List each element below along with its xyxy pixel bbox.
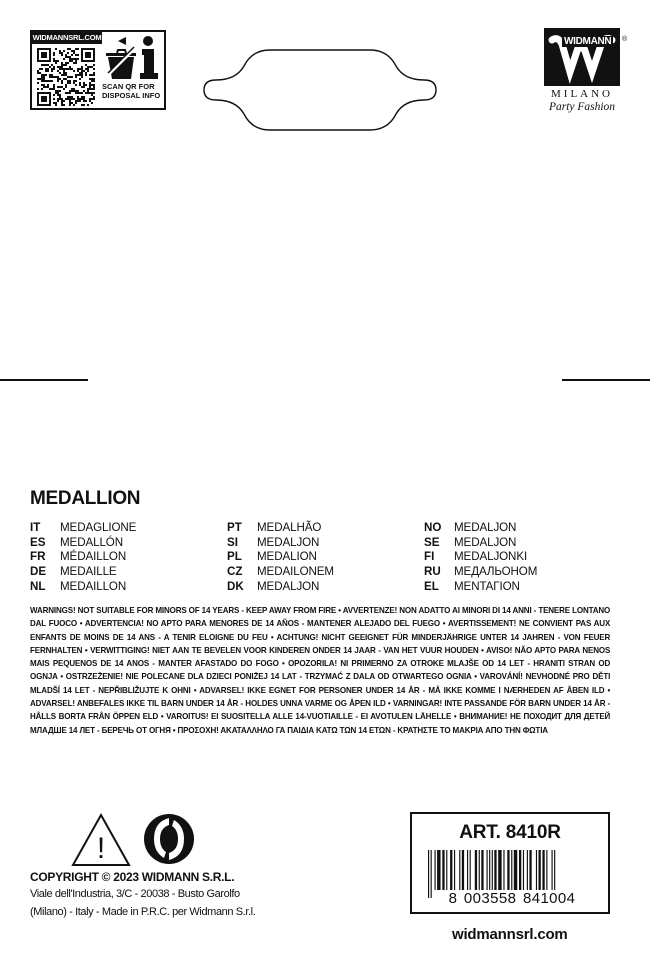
translation-name: MEDAILLE xyxy=(60,565,117,579)
translation-column-3 xyxy=(424,521,624,595)
language-code: CZ xyxy=(227,565,243,579)
language-code: DE xyxy=(30,565,47,579)
disposal-bin-info-icon xyxy=(104,35,162,81)
translation-name: MEDALLÓN xyxy=(60,535,123,549)
disposal-qr-block xyxy=(30,30,166,110)
language-code: FR xyxy=(30,550,46,564)
language-code: EL xyxy=(424,579,439,593)
language-code: SE xyxy=(424,535,440,549)
translation-row xyxy=(227,521,427,536)
language-code: ES xyxy=(30,535,46,549)
article-number: ART. 8410R xyxy=(459,822,561,843)
language-code: PT xyxy=(227,521,242,534)
translation-name: MEDALION xyxy=(257,550,317,564)
address-line-1: Viale dell'Industria, 3/C - 20038 - Busto Garolfo xyxy=(30,888,240,900)
translation-name: MÉDAILLON xyxy=(60,550,127,564)
qr-code-icon[interactable] xyxy=(37,48,95,106)
fold-line-left xyxy=(0,379,88,381)
translation-row xyxy=(424,536,624,551)
translation-row xyxy=(424,550,624,565)
translation-name: ΜΕΝΤΑΓΙΟΝ xyxy=(454,579,520,593)
green-dot-recycle-icon xyxy=(142,812,196,866)
fold-line-right xyxy=(562,379,650,381)
translation-name: МЕДАЛЬОНОМ xyxy=(454,565,538,579)
language-code: IT xyxy=(30,521,41,534)
brand-tagline: Party Fashion xyxy=(548,101,616,113)
qr-url-label: WIDMANNSRL.COM xyxy=(32,33,102,42)
brand-city: MILANO xyxy=(551,88,613,100)
translation-row xyxy=(227,565,427,580)
translation-row xyxy=(30,565,230,580)
language-code: NO xyxy=(424,521,442,534)
language-code: PL xyxy=(227,550,242,564)
translation-row xyxy=(30,550,230,565)
copyright-text: COPYRIGHT © 2023 WIDMANN S.R.L. xyxy=(30,870,235,884)
hang-hole-outline xyxy=(200,40,440,140)
translation-name: MEDAGLIONE xyxy=(60,521,137,534)
translation-row xyxy=(227,536,427,551)
translation-row xyxy=(30,580,230,595)
qr-caption: SCAN QR FOR DISPOSAL INFO xyxy=(102,82,161,100)
safety-warning-text: WARNINGS! NOT SUITABLE FOR MINORS OF 14 YEARS - KEEP AWAY FROM FIRE • AVVERTENZE! NON ADATTO AI MINORI DI 14 ANNI - TENERE LONTANO DAL FUOCO • ADVERTENCIA! NO APTO PARA MENORES DE 14 AÑOS - MANTENER ALEJADO DEL FUEGO • AVERTISSEMENT! NE CONVIENT PAS AUX ENFANTS DE MOINS DE 14 ANS - A TENIR ELOIGNE DU FEU • ACHTUNG! NICHT GEEIGNET FÜR MINDERJÄHRIGE UNTER 14 JAHREN - VON FEUER FERNHALTEN • VERWITTIGING! NIET AAN TE BEVELEN VOOR KINDEREN ONDER 14 JAAR - VAN HET VUUR HOUDEN • AVISO! NÃO APTO PARA NENOS MAIS PEQUENOS DE 14 ANOS - MANTER AFASTADO DO FOGO • OPOZORILA! NI PRIMERNO ZA OTROKE MLAJŠE OD 14 LET - HRANITI STRAN OD OGNJA • OSTRZEŻENIE! NIE POLECANE DLA DZIECI PONIŻEJ 14 LAT - TRZYMAĆ Z DALA OD OTWARTEGO OGNIA • VAROVÁNÍ! NEVHODNÉ PRO DĚTI MLADŠÍ 14 LET - NEPŘIBLIŽUJTE K OHNI • ADVARSEL! IKKE EGNET FOR PERSONER UNDER 14 ÅR - MÅ IKKE KOMME I NÆRHEDEN AF ÅBEN ILD • ADVARSEL! ANBEFALES IKKE TIL BARN UNDER 14 ÅR - HOLDES UNNA VARME OG ÅPEN ILD • VARNINGAR! INTE PASSANDE FÖR BARN UNDER 14 ÅR - HÅLLS BORTA FRÅN ÖPPEN ELD • VAROITUS! EI SUOSITELLA ALLE 14-VUOTIAILLE - EI AVOTULEN LÄHELLE • ВНИМАНИЕ! НЕ ПОХОДИТ ДЛЯ ДЕТЕЙ МЛАДШЕ 14 ЛЕТ - БЕРЕЧЬ ОТ ОГНЯ • ΠΡΟΣΟΧΗ! ΑΚΑΤΑΛΛΗΛΟ ΓΑ ΠΑΙΔΙΑ ΚΑΤΩ ΤΩΝ 14 ΕΤΩΝ - ΚΡΑΤΗΣΤΕ ΤΟ ΜΑΚΡΙΑ ΑΠΟ ΤΗΝ ΦΩΤΙΑ xyxy=(30,606,611,735)
product-title: MEDALLION xyxy=(30,488,141,509)
translation-name: MEDAILLON xyxy=(60,579,127,593)
translation-row xyxy=(227,580,427,595)
language-code: FI xyxy=(424,550,435,564)
translation-column-2 xyxy=(227,521,427,595)
language-code: NL xyxy=(30,579,46,593)
translation-row xyxy=(424,565,624,580)
translation-name: MEDALJON xyxy=(257,535,320,549)
translation-name: MEDAILONEM xyxy=(257,565,334,579)
translation-name: MEDALJON xyxy=(454,521,517,534)
barcode-left-digits: 003558 xyxy=(463,890,517,907)
barcode-right-digits: 841004 xyxy=(522,890,576,907)
warning-glyph: ! xyxy=(96,832,106,865)
translation-column-1 xyxy=(30,521,230,595)
translation-name: MEDALHÃO xyxy=(257,521,322,534)
website-link[interactable]: widmannsrl.com xyxy=(452,926,568,943)
language-code: DK xyxy=(227,579,244,593)
brand-name: WIDMANN xyxy=(564,36,612,47)
widmann-logo xyxy=(542,28,632,118)
brand-registered-mark: ® xyxy=(622,36,628,43)
language-code: RU xyxy=(424,565,441,579)
translation-name: MEDALJONKI xyxy=(454,550,528,564)
language-code: SI xyxy=(227,535,238,549)
barcode-digits xyxy=(418,890,606,907)
barcode-box xyxy=(410,812,610,914)
translation-row xyxy=(424,521,624,536)
translation-row xyxy=(30,521,230,536)
translation-row xyxy=(30,536,230,551)
translation-name: MEDALJON xyxy=(454,535,517,549)
warning-triangle-icon xyxy=(70,812,132,868)
translation-name: MEDALJON xyxy=(257,579,320,593)
translation-row xyxy=(424,580,624,595)
barcode-lead-digit: 8 xyxy=(448,890,458,907)
address-line-2: (Milano) - Italy - Made in P.R.C. per Widmann S.r.l. xyxy=(30,906,256,918)
translation-row xyxy=(227,550,427,565)
